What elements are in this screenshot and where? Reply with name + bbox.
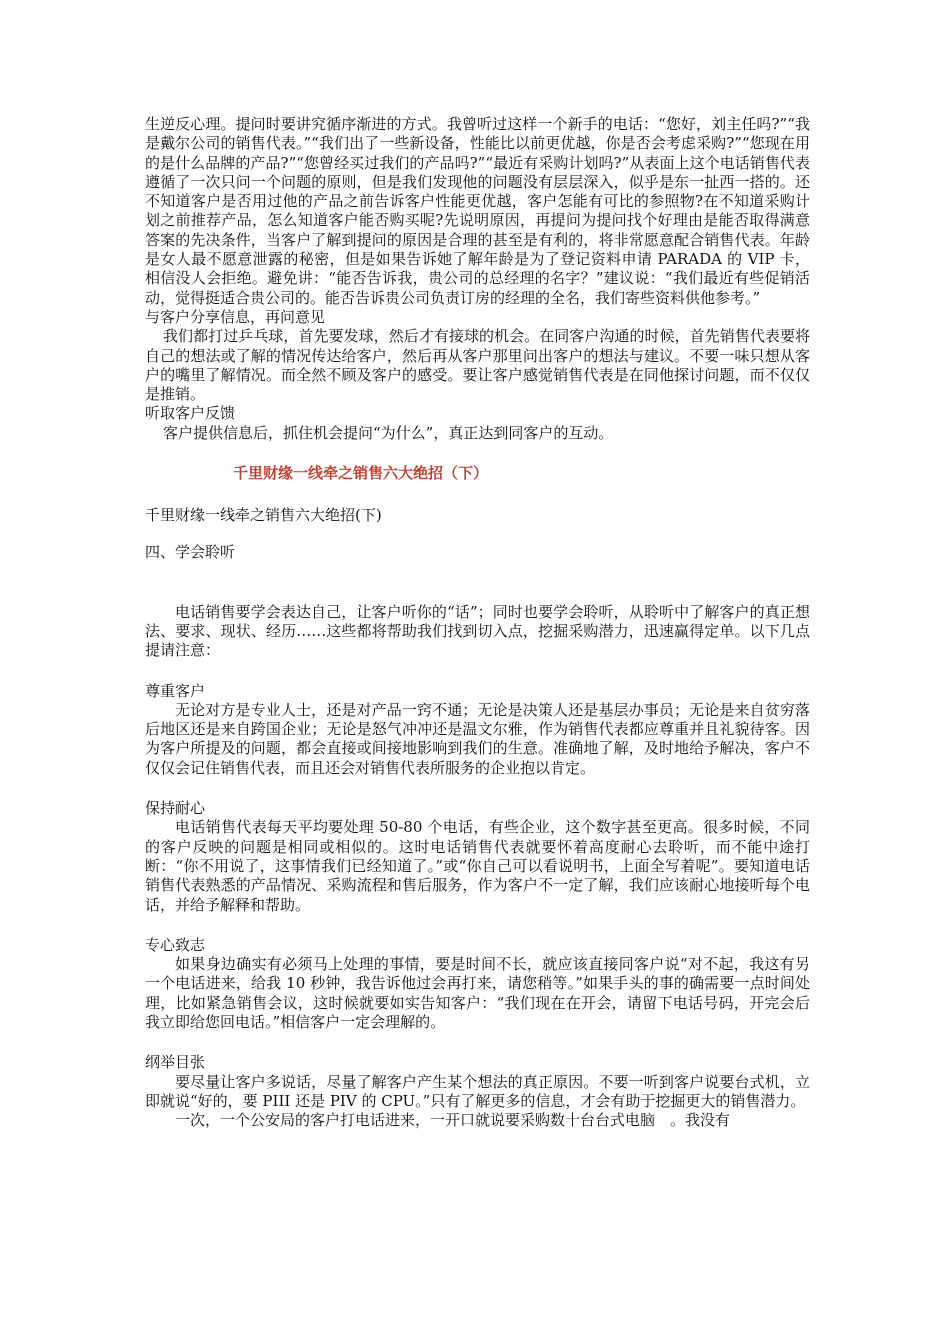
paragraph-share-info: 我们都打过乒乓球，首先要发球，然后才有接球的机会。在同客户沟通的时候，首先销售代表要将自己的想法或了解的情况传达给客户，然后再从客户那里问出客户的想法与建议。不要一味只想从客户的嘴里了解情况。而全然不顾及客户的感受。要让客户感觉销售代表是在同他探讨问题，而不仅仅是推销。 [145, 327, 810, 404]
heading-focus: 专心致志 [145, 935, 206, 954]
paragraph-patience: 电话销售代表每天平均要处理 50-80 个电话，有些企业，这个数字甚至更高。很多时候，不同的客户反映的问题是相同或相似的。这时电话销售代表就要怀着高度耐心去聆听，而不能中途打断：“你不用说了，这事情我们已经知道了。”或“你自己可以看说明书，上面全写着呢”。要知道电话销售代表熟悉的产品情况、采购流程和售后服务，作为客户不一定了解，我们应该耐心地接听每个电话，并给予解释和帮助。 [145, 818, 810, 914]
article-subtitle: 千里财缘一线牵之销售六大绝招(下) [145, 506, 382, 525]
heading-share-info: 与客户分享信息，再问意见 [145, 307, 326, 326]
paragraph-feedback: 客户提供信息后，抓住机会提问“为什么”，真正达到同客户的互动。 [163, 423, 614, 442]
section-heading: 四、学会聆听 [145, 543, 236, 562]
document-body [145, 115, 810, 1130]
paragraph-intro: 生逆反心理。提问时要讲究循序渐进的方式。我曾听过这样一个新手的电话：“您好，刘主任吗?”“我是戴尔公司的销售代表。”“我们出了一些新设备，性能比以前更优越，你是否会考虑采购?”“您现在用的是什么品牌的产品?”“您曾经买过我们的产品吗?”“最近有采购计划吗?”从表面上这个电话销售代表遵循了一次只问一个问题的原则，但是我们发现他的问题没有层层深入，似乎是东一扯西一搭的。还不知道客户是否用过他的产品之前告诉客户性能更优越，客户怎能有可比的参照物?在不知道采购计划之前推荐产品，怎么知道客户能否购买呢?先说明原因，再提问为提问找个好理由是能否取得满意答案的先决条件，当客户了解到提问的原因是合理的甚至是有利的，将非常愿意配合销售代表。年龄是女人最不愿意泄露的秘密，但是如果告诉她了解年龄是为了登记资料申请 PARADA 的 VIP 卡，相信没人会拒绝。避免讲：“能否告诉我，贵公司的总经理的名字？”建议说：“我们最近有些促销活动，觉得挺适合贵公司的。能否告诉贵公司负责订房的经理的全名，我们寄些资料供他参考。” [145, 115, 810, 307]
paragraph-once: 一次，一个公安局的客户打电话进来，一开口就说要采购数十台台式电脑 。我没有 [175, 1111, 731, 1130]
heading-patience: 保持耐心 [145, 799, 206, 818]
heading-feedback: 听取客户反馈 [145, 404, 236, 423]
paragraph-outline: 要尽量让客户多说话，尽量了解客户产生某个想法的真正原因。不要一听到客户说要台式机，立即就说“好的，要 PIII 还是 PIV 的 CPU。”只有了解更多的信息，才会有助于挖掘更大的销售潜力。 [145, 1072, 810, 1110]
paragraph-listen: 电话销售要学会表达自己，让客户听你的“话”；同时也要学会聆听，从聆听中了解客户的真正想法、要求、现状、经历……这些都将帮助我们找到切入点，挖掘采购潜力，迅速赢得定单。以下几点提请注意： [145, 602, 810, 660]
paragraph-respect: 无论对方是专业人士，还是对产品一窍不通；无论是决策人还是基层办事员；无论是来自贫穷落后地区还是来自跨国企业；无论是怒气冲冲还是温文尔雅，作为销售代表都应尊重并且礼貌待客。因为客户所提及的问题，都会直接或间接地影响到我们的生意。准确地了解，及时地给予解决，客户不仅仅会记住销售代表，而且还会对销售代表所服务的企业抱以肯定。 [145, 700, 810, 777]
article-title: 千里财缘一线牵之销售六大绝招（下） [233, 464, 489, 483]
heading-outline: 纲举目张 [145, 1053, 206, 1072]
heading-respect: 尊重客户 [145, 681, 206, 700]
paragraph-focus: 如果身边确实有必须马上处理的事情，要是时间不长，就应该直接同客户说“对不起，我这有另一个电话进来，给我 10 秒钟，我告诉他过会再打来，请您稍等。”如果手头的事的确需要一点时间处理，比如紧急销售会议，这时候就要如实告知客户：“我们现在在开会，请留下电话号码，开完会后我立即给您回电话。”相信客户一定会理解的。 [145, 955, 810, 1031]
